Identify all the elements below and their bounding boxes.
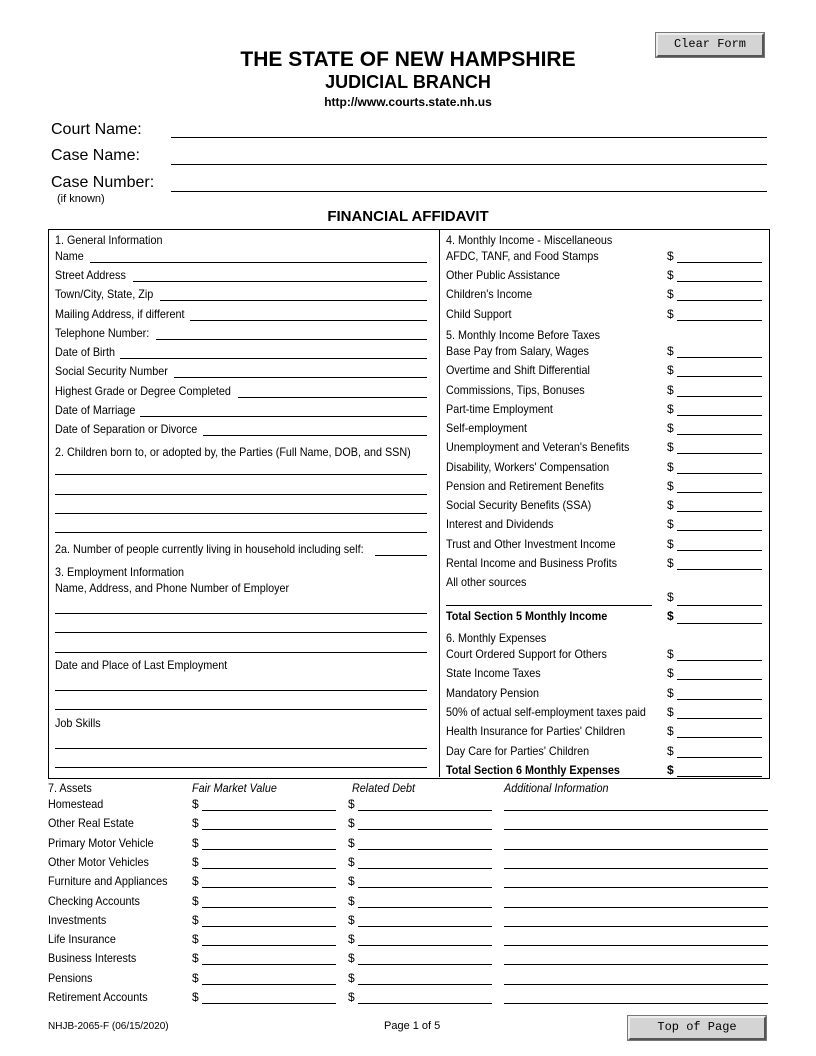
total-section6-amount[interactable] xyxy=(677,776,762,777)
income-before-taxes-amount[interactable] xyxy=(677,550,762,551)
other-sources-label: All other sources xyxy=(446,575,527,589)
currency-symbol: $ xyxy=(667,744,674,758)
currency-symbol: $ xyxy=(348,970,355,985)
state-title: THE STATE OF NEW HAMPSHIRE xyxy=(240,48,576,71)
asset-info-field[interactable] xyxy=(504,810,768,811)
debt-column-header: Related Debt xyxy=(352,781,416,795)
asset-fmv-field[interactable] xyxy=(202,829,336,830)
branch-title: JUDICIAL BRANCH xyxy=(325,72,491,92)
section2-heading: 2. Children born to, or adopted by, the Parties (Full Name, DOB, and SSN) xyxy=(55,445,411,459)
asset-label: Retirement Accounts xyxy=(48,990,148,1004)
currency-symbol: $ xyxy=(667,307,674,321)
section6-heading: 6. Monthly Expenses xyxy=(446,631,547,645)
clear-form-button[interactable]: Clear Form xyxy=(656,33,764,57)
section7-heading: 7. Assets xyxy=(48,781,92,795)
currency-symbol: $ xyxy=(667,537,674,551)
monthly-expense-label: Mandatory Pension xyxy=(446,686,540,700)
currency-symbol: $ xyxy=(348,990,355,1004)
monthly-expense-amount[interactable] xyxy=(677,737,762,738)
case-name-label: Case Name: xyxy=(51,147,140,164)
asset-debt-field[interactable] xyxy=(358,907,492,908)
section4-heading: 4. Monthly Income - Miscellaneous xyxy=(446,233,613,247)
income-before-taxes-amount[interactable] xyxy=(677,376,762,377)
misc-income-label: Children's Income xyxy=(446,287,533,301)
asset-debt-field[interactable] xyxy=(358,887,492,888)
asset-info-field[interactable] xyxy=(504,1003,768,1004)
currency-symbol: $ xyxy=(667,440,674,454)
currency-symbol: $ xyxy=(192,990,199,1004)
income-before-taxes-amount[interactable] xyxy=(677,492,762,493)
asset-fmv-field[interactable] xyxy=(202,849,336,850)
general-info-field[interactable] xyxy=(120,358,427,359)
court-url: http://www.courts.state.nh.us xyxy=(324,95,492,109)
asset-label: Life Insurance xyxy=(48,932,116,947)
currency-symbol: $ xyxy=(667,609,674,623)
case-number-field[interactable] xyxy=(171,191,767,192)
asset-info-field[interactable] xyxy=(504,849,768,850)
last-employment-line-1[interactable] xyxy=(55,690,427,691)
job-skills-label: Job Skills xyxy=(55,716,101,730)
currency-symbol: $ xyxy=(192,912,199,927)
monthly-expense-amount[interactable] xyxy=(677,660,762,661)
currency-symbol: $ xyxy=(667,460,674,474)
income-before-taxes-label: Trust and Other Investment Income xyxy=(446,537,616,551)
monthly-expense-amount[interactable] xyxy=(677,757,762,758)
income-before-taxes-label: Rental Income and Business Profits xyxy=(446,556,618,570)
currency-symbol: $ xyxy=(667,666,674,680)
general-info-field[interactable] xyxy=(90,262,427,263)
income-before-taxes-amount[interactable] xyxy=(677,511,762,512)
monthly-expense-label: 50% of actual self-employment taxes paid xyxy=(446,705,646,719)
asset-info-field[interactable] xyxy=(504,945,768,946)
misc-income-label: Other Public Assistance xyxy=(446,268,561,282)
household-count-field[interactable] xyxy=(375,555,427,556)
general-info-field[interactable] xyxy=(156,339,427,340)
currency-symbol: $ xyxy=(348,893,355,908)
general-info-label: Social Security Number xyxy=(55,364,168,378)
currency-symbol: $ xyxy=(348,835,355,850)
income-before-taxes-label: Self-employment xyxy=(446,421,528,435)
section3-heading: 3. Employment Information xyxy=(55,565,185,579)
asset-label: Homestead xyxy=(48,797,104,811)
asset-info-field[interactable] xyxy=(504,964,768,965)
currency-symbol: $ xyxy=(348,797,355,811)
currency-symbol: $ xyxy=(667,647,674,661)
column-divider xyxy=(439,229,440,777)
currency-symbol: $ xyxy=(348,912,355,927)
monthly-expense-label: Day Care for Parties' Children xyxy=(446,744,590,758)
asset-info-field[interactable] xyxy=(504,868,768,869)
monthly-expense-label: State Income Taxes xyxy=(446,666,541,680)
asset-debt-field[interactable] xyxy=(358,1003,492,1004)
general-info-label: Date of Marriage xyxy=(55,403,136,417)
asset-debt-field[interactable] xyxy=(358,829,492,830)
income-before-taxes-amount[interactable] xyxy=(677,530,762,531)
employer-line-1[interactable] xyxy=(55,613,427,614)
other-sources-amount[interactable] xyxy=(677,605,762,606)
currency-symbol: $ xyxy=(667,498,674,512)
currency-symbol: $ xyxy=(667,421,674,435)
asset-debt-field[interactable] xyxy=(358,964,492,965)
general-info-label: Name xyxy=(55,249,84,263)
top-of-page-button[interactable]: Top of Page xyxy=(628,1016,766,1040)
currency-symbol: $ xyxy=(667,344,674,358)
currency-symbol: $ xyxy=(667,517,674,531)
total-section6-label: Total Section 6 Monthly Expenses xyxy=(446,763,620,777)
asset-label: Business Interests xyxy=(48,951,137,966)
general-info-label: Mailing Address, if different xyxy=(55,307,185,321)
children-line-1[interactable] xyxy=(55,474,427,475)
income-before-taxes-label: Disability, Workers' Compensation xyxy=(446,460,610,474)
children-line-2[interactable] xyxy=(55,494,427,495)
last-employment-line-2[interactable] xyxy=(55,709,427,710)
form-title: FINANCIAL AFFIDAVIT xyxy=(327,208,489,225)
if-known-note: (if known) xyxy=(57,193,105,205)
general-info-label: Date of Birth xyxy=(55,345,116,359)
case-number-label: Case Number: xyxy=(51,174,155,191)
currency-symbol: $ xyxy=(348,932,355,947)
currency-symbol: $ xyxy=(667,705,674,719)
currency-symbol: $ xyxy=(667,479,674,493)
general-info-field[interactable] xyxy=(238,397,427,398)
currency-symbol: $ xyxy=(192,835,199,850)
misc-income-amount[interactable] xyxy=(677,262,762,263)
currency-symbol: $ xyxy=(667,402,674,416)
asset-label: Checking Accounts xyxy=(48,893,140,908)
currency-symbol: $ xyxy=(192,970,199,985)
asset-fmv-field[interactable] xyxy=(202,926,336,927)
employer-line-3[interactable] xyxy=(55,652,427,653)
misc-income-amount[interactable] xyxy=(677,320,762,321)
income-before-taxes-amount[interactable] xyxy=(677,415,762,416)
general-info-field[interactable] xyxy=(203,435,427,436)
fmv-column-header: Fair Market Value xyxy=(192,781,277,795)
income-before-taxes-amount[interactable] xyxy=(677,453,762,454)
info-column-header: Additional Information xyxy=(504,781,609,795)
section1-heading: 1. General Information xyxy=(55,233,163,247)
total-section5-label: Total Section 5 Monthly Income xyxy=(446,609,608,623)
asset-info-field[interactable] xyxy=(504,829,768,830)
currency-symbol: $ xyxy=(667,686,674,700)
monthly-expense-label: Court Ordered Support for Others xyxy=(446,647,607,661)
court-name-field[interactable] xyxy=(171,137,767,138)
currency-symbol: $ xyxy=(667,763,674,777)
income-before-taxes-amount[interactable] xyxy=(677,569,762,570)
asset-fmv-field[interactable] xyxy=(202,984,336,985)
total-section5-amount[interactable] xyxy=(677,623,762,624)
asset-fmv-field[interactable] xyxy=(202,964,336,965)
currency-symbol: $ xyxy=(348,874,355,889)
asset-fmv-field[interactable] xyxy=(202,868,336,869)
general-info-label: Street Address xyxy=(55,268,126,282)
currency-symbol: $ xyxy=(192,854,199,869)
asset-debt-field[interactable] xyxy=(358,810,492,811)
currency-symbol: $ xyxy=(192,893,199,908)
income-before-taxes-amount[interactable] xyxy=(677,396,762,397)
asset-debt-field[interactable] xyxy=(358,945,492,946)
household-count-label: 2a. Number of people currently living in household including self: xyxy=(55,542,364,556)
employer-label: Name, Address, and Phone Number of Employer xyxy=(55,581,290,595)
job-skills-line-1[interactable] xyxy=(55,748,427,749)
income-before-taxes-amount[interactable] xyxy=(677,434,762,435)
income-before-taxes-label: Overtime and Shift Differential xyxy=(446,363,590,377)
misc-income-amount[interactable] xyxy=(677,300,762,301)
asset-label: Investments xyxy=(48,912,107,927)
asset-label: Furniture and Appliances xyxy=(48,874,168,889)
asset-label: Pensions xyxy=(48,970,93,985)
general-info-field[interactable] xyxy=(174,377,427,378)
currency-symbol: $ xyxy=(667,363,674,377)
case-name-field[interactable] xyxy=(171,164,767,165)
currency-symbol: $ xyxy=(667,287,674,301)
asset-fmv-field[interactable] xyxy=(202,887,336,888)
currency-symbol: $ xyxy=(192,932,199,947)
job-skills-line-2[interactable] xyxy=(55,767,427,768)
form-id: NHJB-2065-F (06/15/2020) xyxy=(48,1021,169,1032)
asset-label: Other Real Estate xyxy=(48,816,134,831)
asset-label: Primary Motor Vehicle xyxy=(48,835,154,850)
currency-symbol: $ xyxy=(192,797,199,811)
misc-income-label: AFDC, TANF, and Food Stamps xyxy=(446,249,599,263)
general-info-label: Telephone Number: xyxy=(55,326,150,340)
general-info-label: Town/City, State, Zip xyxy=(55,287,154,301)
asset-info-field[interactable] xyxy=(504,926,768,927)
monthly-expense-amount[interactable] xyxy=(677,679,762,680)
court-name-label: Court Name: xyxy=(51,121,142,138)
asset-fmv-field[interactable] xyxy=(202,945,336,946)
asset-debt-field[interactable] xyxy=(358,849,492,850)
children-line-3[interactable] xyxy=(55,513,427,514)
income-before-taxes-label: Base Pay from Salary, Wages xyxy=(446,344,589,358)
asset-debt-field[interactable] xyxy=(358,926,492,927)
asset-info-field[interactable] xyxy=(504,984,768,985)
last-employment-label: Date and Place of Last Employment xyxy=(55,658,228,672)
asset-debt-field[interactable] xyxy=(358,984,492,985)
currency-symbol: $ xyxy=(348,816,355,831)
children-line-4[interactable] xyxy=(55,532,427,533)
currency-symbol: $ xyxy=(667,268,674,282)
misc-income-label: Child Support xyxy=(446,307,512,321)
misc-income-amount[interactable] xyxy=(677,281,762,282)
currency-symbol: $ xyxy=(667,249,674,263)
general-info-field[interactable] xyxy=(190,320,427,321)
asset-fmv-field[interactable] xyxy=(202,907,336,908)
asset-fmv-field[interactable] xyxy=(202,1003,336,1004)
monthly-expense-label: Health Insurance for Parties' Children xyxy=(446,724,626,738)
asset-fmv-field[interactable] xyxy=(202,810,336,811)
income-before-taxes-amount[interactable] xyxy=(677,473,762,474)
asset-info-field[interactable] xyxy=(504,907,768,908)
income-before-taxes-amount[interactable] xyxy=(677,357,762,358)
currency-symbol: $ xyxy=(667,590,674,604)
income-before-taxes-label: Interest and Dividends xyxy=(446,517,554,531)
currency-symbol: $ xyxy=(192,951,199,966)
general-info-label: Highest Grade or Degree Completed xyxy=(55,384,231,398)
income-before-taxes-label: Social Security Benefits (SSA) xyxy=(446,498,592,512)
income-before-taxes-label: Unemployment and Veteran's Benefits xyxy=(446,440,630,454)
currency-symbol: $ xyxy=(667,724,674,738)
currency-symbol: $ xyxy=(667,556,674,570)
other-sources-desc-field[interactable] xyxy=(446,605,652,606)
employer-line-2[interactable] xyxy=(55,632,427,633)
monthly-expense-amount[interactable] xyxy=(677,718,762,719)
asset-label: Other Motor Vehicles xyxy=(48,854,149,869)
currency-symbol: $ xyxy=(192,816,199,831)
general-info-field[interactable] xyxy=(160,300,427,301)
currency-symbol: $ xyxy=(667,383,674,397)
general-info-label: Date of Separation or Divorce xyxy=(55,422,198,436)
asset-info-field[interactable] xyxy=(504,887,768,888)
section5-heading: 5. Monthly Income Before Taxes xyxy=(446,328,601,342)
income-before-taxes-label: Pension and Retirement Benefits xyxy=(446,479,604,493)
general-info-field[interactable] xyxy=(133,281,427,282)
general-info-field[interactable] xyxy=(140,416,427,417)
currency-symbol: $ xyxy=(192,874,199,889)
currency-symbol: $ xyxy=(348,854,355,869)
monthly-expense-amount[interactable] xyxy=(677,699,762,700)
income-before-taxes-label: Part-time Employment xyxy=(446,402,553,416)
currency-symbol: $ xyxy=(348,951,355,966)
income-before-taxes-label: Commissions, Tips, Bonuses xyxy=(446,383,585,397)
page-number: Page 1 of 5 xyxy=(384,1020,441,1032)
asset-debt-field[interactable] xyxy=(358,868,492,869)
